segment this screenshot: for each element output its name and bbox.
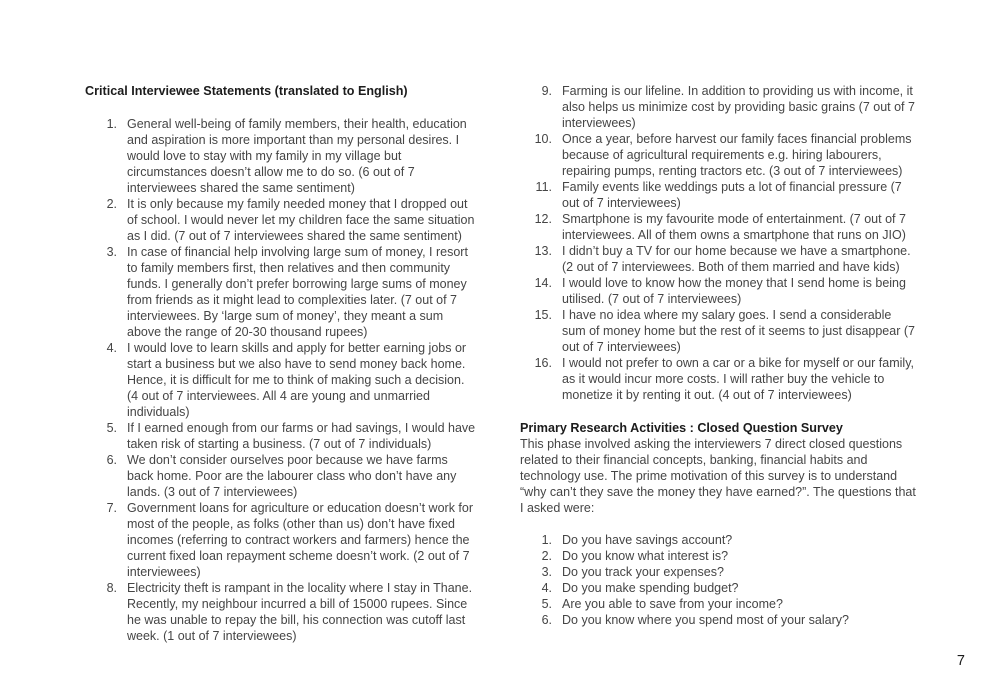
list-item-number: 5. [106, 421, 117, 435]
list-item-number: 4. [541, 581, 552, 595]
list-item-text: Do you have savings account? [562, 533, 733, 547]
list-item [85, 340, 477, 420]
list-item-text: Family events like weddings puts a lot of financial pressure (7 out of 7 interviewees) [562, 180, 902, 210]
interviewee-statements-list-1-8 [85, 116, 477, 644]
list-item [520, 532, 917, 548]
list-item [520, 596, 917, 612]
list-item-number: 9. [541, 84, 552, 98]
list-item-text: I would love to know how the money that I send home is being utilised. (7 out of 7 interviewees) [562, 276, 906, 306]
list-item-text: I would not prefer to own a car or a bike for myself or our family, as it would incur more costs. I will rather buy the vehicle to monetize it by renting it out. (4 out of 7 interviewees) [562, 356, 914, 402]
list-item-text: Electricity theft is rampant in the locality where I stay in Thane. Recently, my neighbour incurred a bill of 15000 rupees. Since he was unable to repay the bill, his connection was cutoff last week. (1 out of 7 interviewees) [127, 581, 473, 643]
list-item [85, 420, 477, 452]
list-item-number: 1. [106, 117, 117, 131]
list-item [85, 500, 477, 580]
list-item-number: 8. [106, 581, 117, 595]
list-item-number: 13. [534, 244, 552, 258]
section-heading-primary-research: Primary Research Activities : Closed Question Survey [520, 421, 843, 435]
list-item-number: 16. [534, 356, 552, 370]
list-item-number: 10. [534, 132, 552, 146]
page-number: 7 [956, 653, 965, 669]
survey-questions-list [520, 532, 917, 628]
list-item-number: 1. [541, 533, 552, 547]
list-item-number: 2. [106, 197, 117, 211]
list-item-number: 15. [534, 308, 552, 322]
list-item-number: 3. [541, 565, 552, 579]
left-column [85, 83, 477, 644]
list-item-number: 3. [106, 245, 117, 259]
list-item-number: 5. [541, 597, 552, 611]
list-item-text: It is only because my family needed money that I dropped out of school. I would never let my children face the same situation as I did. (7 out of 7 interviewees shared the same sentiment) [127, 197, 475, 243]
list-item [85, 452, 477, 500]
list-item-text: I have no idea where my salary goes. I send a considerable sum of money home but the rest of it seems to just disappear (7 out of 7 interviewees) [562, 308, 915, 354]
list-item-number: 4. [106, 341, 117, 355]
list-item-text: Once a year, before harvest our family faces financial problems because of agricultural requirements e.g. hiring labourers, repairing pumps, renting tractors etc. (3 out of 7 interviewees) [562, 132, 912, 178]
list-item-number: 11. [535, 180, 552, 194]
interviewee-statements-list-9-16 [520, 83, 917, 403]
list-item [520, 179, 917, 211]
list-item-text: In case of financial help involving large sum of money, I resort to family members first, then relatives and then community funds. I generally don’t prefer borrowing large sums of money from friends as it might lead to complexities later. (7 out of 7 interviewees. By ‘large sum of money’, they meant a sum above the range of 20-30 thousand rupees) [127, 245, 468, 339]
list-item-number: 2. [541, 549, 552, 563]
list-item-text: Do you know what interest is? [562, 549, 729, 563]
list-item [520, 580, 917, 596]
list-item-text: Do you make spending budget? [562, 581, 739, 595]
list-item-text: We don’t consider ourselves poor because we have farms back home. Poor are the labourer class who don’t have any lands. (3 out of 7 interviewees) [127, 453, 457, 499]
list-item-number: 12. [534, 212, 552, 226]
list-item-text: I would love to learn skills and apply for better earning jobs or start a business but we also have to send money back home. Hence, it is difficult for me to think of making such a decision. (4 out of 7 interviewees. All 4 are young and unmarried individuals) [127, 341, 467, 419]
primary-research-paragraph: This phase involved asking the interviewers 7 direct closed questions related to their financial concepts, banking, financial habits and technology use. The prime motivation of this survey is to understand “why can’t they save the money they have earned?”. The questions that I asked were: [520, 437, 916, 515]
list-item [85, 116, 477, 196]
list-item [520, 275, 917, 307]
list-item-text: Farming is our lifeline. In addition to providing us with income, it also helps us minimize cost by providing basic grains (7 out of 7 interviewees) [562, 84, 915, 130]
list-item-text: Do you know where you spend most of your salary? [562, 613, 849, 627]
list-item [85, 196, 477, 244]
list-item-text: Smartphone is my favourite mode of entertainment. (7 out of 7 interviewees. All of them owns a smartphone that runs on JIO) [562, 212, 906, 242]
list-item [85, 244, 477, 340]
list-item [85, 580, 477, 644]
list-item [520, 548, 917, 564]
right-column [520, 83, 917, 628]
list-item [520, 243, 917, 275]
list-item [520, 612, 917, 628]
list-item [520, 131, 917, 179]
list-item-text: Are you able to save from your income? [562, 597, 783, 611]
list-item [520, 83, 917, 131]
list-item-number: 14. [534, 276, 552, 290]
list-item-text: General well-being of family members, their health, education and aspiration is more important than my personal desires. I would love to stay with my family in my village but circumstances doesn’t allow me to do so. (6 out of 7 interviewees shared the same sentiment) [127, 117, 467, 195]
list-item-text: Government loans for agriculture or education doesn’t work for most of the people, as folks (other than us) don’t have fixed incomes (referring to contract workers and farmers) hence the current fixed loan repayment scheme doesn’t work. (2 out of 7 interviewees) [127, 501, 474, 579]
list-item-number: 7. [106, 501, 117, 515]
list-item [520, 307, 917, 355]
list-item-number: 6. [541, 613, 552, 627]
list-item-number: 6. [106, 453, 117, 467]
list-item [520, 211, 917, 243]
list-item [520, 564, 917, 580]
list-item-text: I didn’t buy a TV for our home because we have a smartphone. (2 out of 7 interviewees. Both of them married and have kids) [562, 244, 911, 274]
section-heading-critical-statements: Critical Interviewee Statements (translated to English) [85, 84, 408, 98]
list-item-text: Do you track your expenses? [562, 565, 724, 579]
list-item [520, 355, 917, 403]
list-item-text: If I earned enough from our farms or had savings, I would have taken risk of starting a business. (7 out of 7 individuals) [127, 421, 476, 451]
